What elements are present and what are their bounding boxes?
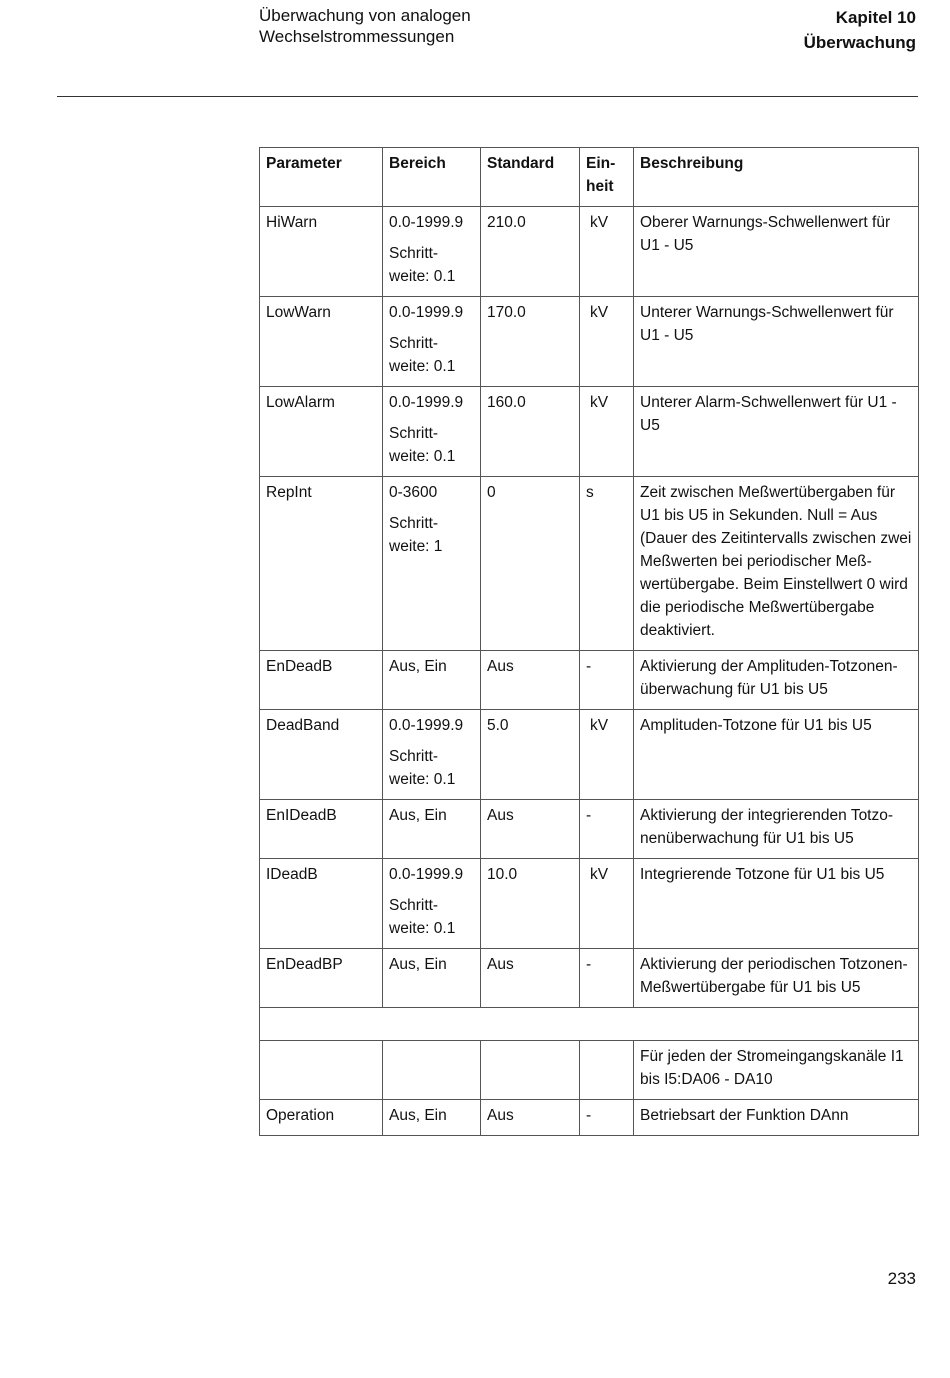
cell-default: Aus [481, 800, 580, 859]
table-spacer-row [260, 1008, 919, 1041]
range-step-line1: Schritt- [389, 425, 439, 442]
cell-description: Aktivierung der periodischen Totzonen-Meßwertübergabe für U1 bis U5 [634, 949, 919, 1008]
table-row [260, 859, 919, 949]
cell-description: Aktivierung der Amplituden-Totzonenüberwachung für U1 bis U5 [634, 651, 919, 710]
cell-parameter: LowAlarm [260, 387, 383, 477]
cell-default: 0 [481, 477, 580, 651]
parameter-table [259, 147, 919, 1136]
range-step-line1: Schritt- [389, 335, 439, 352]
range-step [389, 422, 474, 468]
table-row [260, 1100, 919, 1136]
header-chapter [804, 5, 916, 55]
range-step-line1: Schritt- [389, 748, 439, 765]
cell-range: Aus, Ein [383, 1100, 481, 1136]
cell-unit: - [580, 651, 634, 710]
cell-default: 170.0 [481, 297, 580, 387]
cell-description: Amplituden-Totzone für U1 bis U5 [634, 710, 919, 800]
range-step-line1: Schritt- [389, 515, 439, 532]
cell-parameter: EnDeadBP [260, 949, 383, 1008]
cell-unit: - [580, 1100, 634, 1136]
cell-default: 160.0 [481, 387, 580, 477]
section-note: Für jeden der Stromeingangskanäle I1 bis I5:DA06 - DA10 [634, 1041, 919, 1100]
cell-parameter: LowWarn [260, 297, 383, 387]
header-section-title-line1: Überwachung von analogen [259, 6, 471, 25]
cell-unit: kV [580, 387, 634, 477]
cell-range [383, 297, 481, 387]
column-header-default: Standard [481, 148, 580, 207]
table-section-row [260, 1041, 919, 1100]
range-step [389, 745, 474, 791]
table-row [260, 207, 919, 297]
cell-description: Integrierende Totzone für U1 bis U5 [634, 859, 919, 949]
range-step [389, 894, 474, 940]
range-step [389, 332, 474, 378]
cell-unit: kV [580, 207, 634, 297]
table-row [260, 710, 919, 800]
cell-parameter: EnDeadB [260, 651, 383, 710]
column-header-unit-line1: Ein- [586, 155, 616, 172]
cell-range: Aus, Ein [383, 800, 481, 859]
cell-unit: - [580, 949, 634, 1008]
cell-range: Aus, Ein [383, 651, 481, 710]
cell-description: Zeit zwischen Meßwertübergaben für U1 bis U5 in Sekunden. Null = Aus (Dauer des Zeitintervalls zwischen zwei Meßwerten bei periodischer Meßwertübergabe. Beim Einstellwert 0 wird die periodische Meßwertübergabe deaktiviert. [634, 477, 919, 651]
cell-range: Aus, Ein [383, 949, 481, 1008]
cell-unit: kV [580, 297, 634, 387]
range-value: 0-3600 [389, 484, 438, 501]
empty-cell [260, 1041, 383, 1100]
range-step-line2: weite: 0.1 [389, 268, 456, 285]
empty-cell [580, 1041, 634, 1100]
range-step-line1: Schritt- [389, 245, 439, 262]
cell-unit: s [580, 477, 634, 651]
cell-description: Oberer Warnungs-Schwellenwert für U1 - U5 [634, 207, 919, 297]
column-header-unit [580, 148, 634, 207]
range-step-line2: weite: 1 [389, 538, 443, 555]
cell-parameter: Operation [260, 1100, 383, 1136]
range-step [389, 242, 474, 288]
cell-unit: kV [580, 710, 634, 800]
range-step-line1: Schritt- [389, 897, 439, 914]
range-value: 0.0-1999.9 [389, 304, 464, 321]
table-row [260, 651, 919, 710]
cell-parameter: EnIDeadB [260, 800, 383, 859]
empty-cell [481, 1041, 580, 1100]
table-row [260, 477, 919, 651]
cell-parameter: IDeadB [260, 859, 383, 949]
cell-description: Aktivierung der integrierenden Totzonenüberwachung für U1 bis U5 [634, 800, 919, 859]
table-row [260, 949, 919, 1008]
table-row [260, 297, 919, 387]
column-header-description: Beschreibung [634, 148, 919, 207]
range-step [389, 512, 474, 558]
range-value: 0.0-1999.9 [389, 394, 464, 411]
column-header-parameter: Parameter [260, 148, 383, 207]
cell-range [383, 859, 481, 949]
range-value: 0.0-1999.9 [389, 214, 464, 231]
cell-default: 5.0 [481, 710, 580, 800]
spacer-cell [260, 1008, 919, 1041]
range-step-line2: weite: 0.1 [389, 448, 456, 465]
cell-default: 10.0 [481, 859, 580, 949]
cell-parameter: RepInt [260, 477, 383, 651]
cell-default: Aus [481, 949, 580, 1008]
cell-range [383, 710, 481, 800]
cell-description: Betriebsart der Funktion DAnn [634, 1100, 919, 1136]
cell-range [383, 207, 481, 297]
range-value: 0.0-1999.9 [389, 717, 464, 734]
cell-range [383, 387, 481, 477]
cell-range [383, 477, 481, 651]
header-section-title [259, 5, 471, 47]
range-step-line2: weite: 0.1 [389, 920, 456, 937]
cell-parameter: HiWarn [260, 207, 383, 297]
table-row [260, 800, 919, 859]
header-divider [57, 96, 918, 97]
cell-description: Unterer Alarm-Schwellenwert für U1 - U5 [634, 387, 919, 477]
header-chapter-title: Überwachung [803, 33, 916, 52]
header-chapter-number: Kapitel 10 [835, 8, 916, 27]
cell-unit: kV [580, 859, 634, 949]
column-header-unit-line2: heit [586, 178, 614, 195]
page-number: 233 [887, 1269, 916, 1288]
range-step-line2: weite: 0.1 [389, 358, 456, 375]
table-header-row [260, 148, 919, 207]
column-header-range: Bereich [383, 148, 481, 207]
cell-default: Aus [481, 1100, 580, 1136]
cell-default: 210.0 [481, 207, 580, 297]
range-step-line2: weite: 0.1 [389, 771, 456, 788]
empty-cell [383, 1041, 481, 1100]
cell-description: Unterer Warnungs-Schwellenwert für U1 - U5 [634, 297, 919, 387]
cell-unit: - [580, 800, 634, 859]
cell-parameter: DeadBand [260, 710, 383, 800]
range-value: 0.0-1999.9 [389, 866, 464, 883]
table-row [260, 387, 919, 477]
header-section-title-line2: Wechselstrommessungen [259, 27, 455, 46]
cell-default: Aus [481, 651, 580, 710]
